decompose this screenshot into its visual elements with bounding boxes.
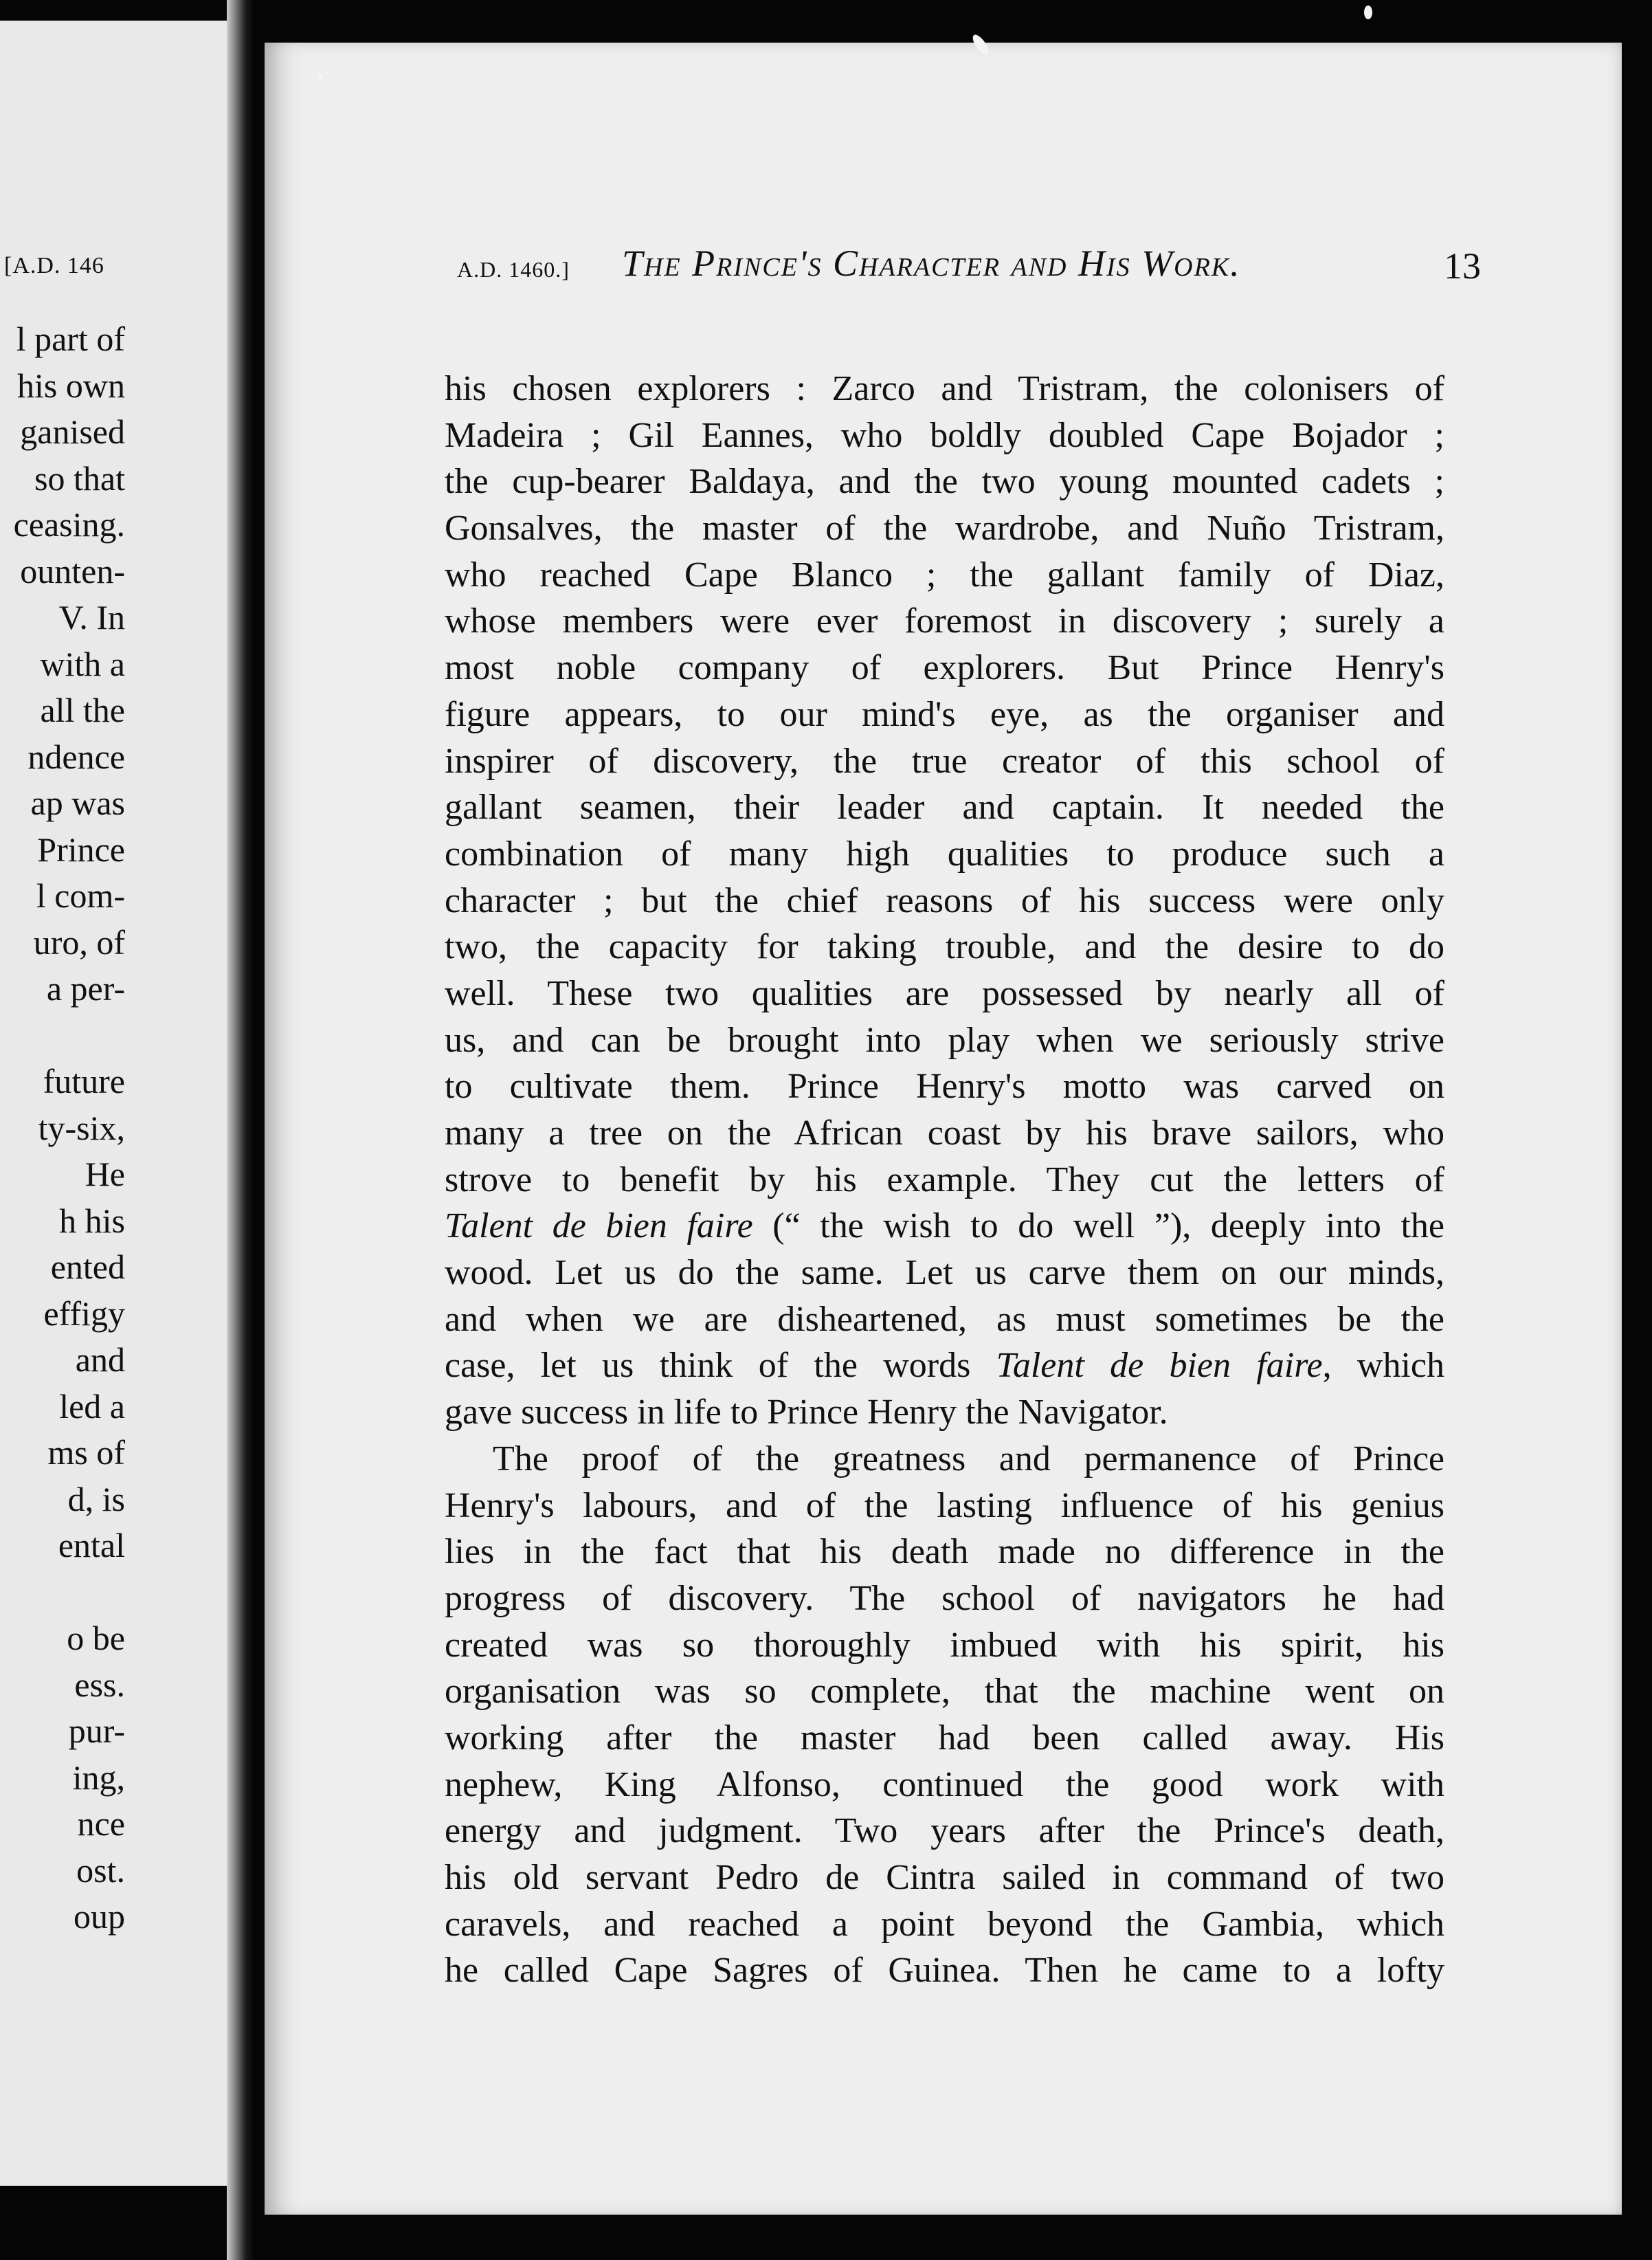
paragraph-start-line: The proof of the greatness and permanence of Prince (493, 1439, 1444, 1478)
previous-page-line: a per- (46, 969, 125, 1008)
text-line: Madeira ; Gil Eannes, who boldly doubled Cape Bojador ; (445, 415, 1444, 455)
previous-page-line: his own (17, 366, 125, 405)
previous-page-line: ceasing. (13, 505, 125, 544)
page-body-text (445, 366, 1444, 1994)
previous-page-line: ented (50, 1248, 125, 1286)
previous-page-line: oup (74, 1897, 125, 1936)
text-line: energy and judgment. Two years after the Prince's death, (445, 1811, 1444, 1851)
previous-page-line: l com- (36, 876, 125, 915)
previous-page-line: ap was (30, 784, 125, 822)
text-line: his chosen explorers : Zarco and Tristram, the colonisers of (445, 369, 1444, 408)
previous-page-line: V. In (58, 598, 125, 636)
text-line: progress of discovery. The school of navigators he had (445, 1578, 1444, 1618)
text-line: organisation was so complete, that the machine went on (445, 1672, 1444, 1711)
running-head (457, 242, 1481, 290)
text-line: Gonsalves, the master of the wardrobe, and Nuño Tristram, (445, 509, 1444, 549)
previous-page-line: so that (34, 458, 125, 498)
text-line: strove to benefit by his example. They cut the letters of (445, 1160, 1444, 1199)
previous-page-line: ess. (74, 1665, 125, 1704)
text-line: two, the capacity for taking trouble, and the desire to do (445, 927, 1444, 967)
text-line: most noble company of explorers. But Prince Henry's (445, 648, 1444, 688)
previous-page-line: h his (59, 1201, 125, 1240)
running-head-date: A.D. 1460.] (457, 257, 570, 282)
previous-page-line: ganised (20, 412, 125, 451)
text-line: whose members were ever foremost in discovery ; surely a (445, 601, 1444, 641)
previous-page (0, 21, 241, 2186)
text-line: gallant seamen, their leader and captain. It needed the (445, 788, 1444, 828)
text-line: his old servant Pedro de Cintra sailed in command of two (445, 1858, 1444, 1897)
text-segment: case, let us think of the words (445, 1346, 996, 1386)
previous-page-text (14, 316, 125, 1940)
motto-text-line (445, 1203, 1444, 1250)
previous-page-line: and (75, 1340, 125, 1379)
text-line: who reached Cape Blanco ; the gallant family of Diaz, (445, 555, 1444, 595)
previous-page-line: ing, (72, 1758, 125, 1797)
previous-page-line: ty-six, (38, 1108, 125, 1147)
dust-speck (1364, 5, 1372, 19)
previous-page-blank-line (14, 1012, 125, 1059)
text-line: wood. Let us do the same. Let us carve them on our minds, (445, 1253, 1444, 1293)
previous-page-line: nce (77, 1804, 125, 1843)
text-line: inspirer of discovery, the true creator of this school of (445, 741, 1444, 781)
text-line: to cultivate them. Prince Henry's motto was carved on (445, 1067, 1444, 1107)
running-head-title: The Prince's Character and His Work. (622, 243, 1241, 284)
text-line: the cup-bearer Baldaya, and the two young mounted cadets ; (445, 462, 1444, 502)
text-segment: , which (1322, 1346, 1444, 1386)
text-line: nephew, King Alfonso, continued the good work with (445, 1764, 1444, 1804)
previous-page-line: ounten- (20, 551, 125, 590)
dust-speck (317, 74, 323, 80)
text-line: lies in the fact that his death made no difference in the (445, 1532, 1444, 1572)
text-line: character ; but the chief reasons of his success were only (445, 880, 1444, 920)
page-number: 13 (1444, 245, 1481, 287)
previous-page-line: He (85, 1155, 125, 1193)
motto-text-line (445, 1342, 1444, 1389)
motto-italic: Talent de bien faire (996, 1346, 1323, 1386)
motto-translation: (“ the wish to do well ”), deeply into the (752, 1206, 1445, 1246)
previous-page-line: l part of (16, 320, 125, 358)
previous-page-line: effigy (43, 1294, 125, 1333)
text-line: well. These two qualities are possessed by nearly all of (445, 973, 1444, 1013)
previous-page-line: o be (67, 1619, 125, 1657)
text-line: figure appears, to our mind's eye, as the organiser and (445, 694, 1444, 734)
previous-page-running-head: [A.D. 146 (4, 253, 104, 278)
text-line: working after the master had been called away. His (445, 1718, 1444, 1758)
text-line: Henry's labours, and of the lasting influence of his genius (445, 1485, 1444, 1525)
previous-page-line: all the (40, 691, 125, 729)
previous-page-line: pur- (68, 1711, 125, 1750)
paragraph-end-line: gave success in life to Prince Henry the Navigator. (445, 1393, 1168, 1432)
text-line: he called Cape Sagres of Guinea. Then he came to a lofty (445, 1951, 1444, 1991)
text-line: combination of many high qualities to produce such a (445, 834, 1444, 874)
motto-italic: Talent de bien faire (445, 1206, 753, 1246)
previous-page-blank-line (14, 1569, 125, 1616)
current-page (265, 43, 1622, 2215)
previous-page-line: future (43, 1062, 125, 1100)
text-line: many a tree on the African coast by his brave sailors, who (445, 1114, 1444, 1153)
previous-page-line: ental (58, 1526, 125, 1564)
previous-page-line: with a (40, 644, 125, 683)
previous-page-line: d, is (67, 1479, 125, 1518)
previous-page-line: ost. (76, 1850, 125, 1890)
text-line: and when we are disheartened, as must sometimes be the (445, 1299, 1444, 1339)
previous-page-line: ms of (47, 1433, 125, 1472)
previous-page-line: ndence (27, 737, 125, 776)
text-line: caravels, and reached a point beyond the Gambia, which (445, 1904, 1444, 1944)
book-gutter (227, 0, 254, 2260)
previous-page-line: Prince (37, 830, 125, 869)
previous-page-line: uro, of (33, 922, 125, 962)
previous-page-line: led a (59, 1386, 125, 1426)
text-line: us, and can be brought into play when we seriously strive (445, 1020, 1444, 1060)
text-line: created was so thoroughly imbued with his spirit, his (445, 1625, 1444, 1665)
